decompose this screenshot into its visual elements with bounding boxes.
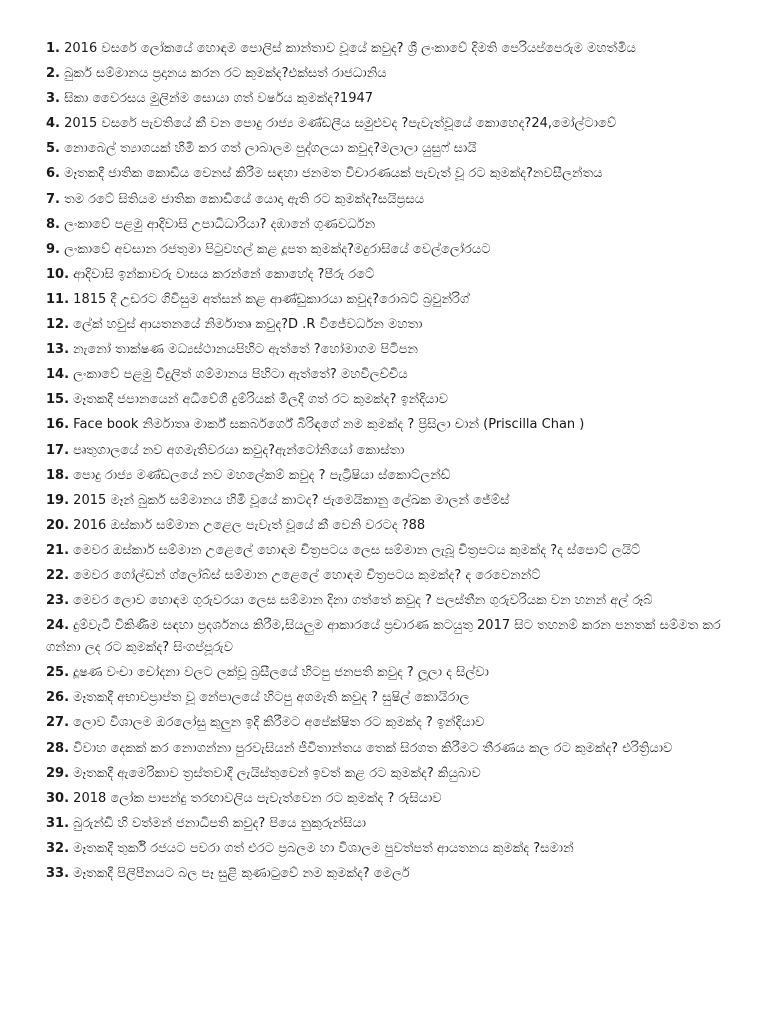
item-text: 2018 ලෝක පාපන්දු තරඟාවලිය පැවැත්වෙන රට කුමක්ද ? රුසියාව <box>73 790 442 806</box>
item-number: 31. <box>46 815 70 831</box>
item-text: පෘතුගාලයේ නව අගමැතිවරයා කවුද?ඇන්ටෝනියෝ කොස්තා <box>73 442 405 458</box>
item-number: 8. <box>46 216 60 232</box>
item-number: 7. <box>46 191 60 207</box>
list-item <box>46 189 728 211</box>
item-text: දුම්වැටි විකිණීම සඳහා ප්‍රදර්ශනය කිරීම,සියලුම ආකාරයේ ප්‍රචාරණ කටයුතු 2017 සිට තහනම් කරන පනතක් සම්මත කර ගන්නා ලද රට කුමක්ද? සිංගප්පූරුව <box>46 618 721 656</box>
list-item <box>46 763 728 785</box>
list-item <box>46 813 728 835</box>
question-answer-list <box>46 38 728 885</box>
list-item <box>46 63 728 85</box>
item-text: ආදිවාසි ඉන්කාවරු වාසය කරන්නේ කොහේද ?පීරු රටේ <box>73 266 375 282</box>
item-number: 28. <box>46 740 70 756</box>
list-item <box>46 662 728 684</box>
item-text: 1815 දී උඩරට ගිවිසුම අත්සන් කළ ආණ්ඩුකාරයා කවුද?රොබට් බ්‍රවුන්රිග් <box>73 291 470 307</box>
item-number: 3. <box>46 91 60 107</box>
list-item <box>46 838 728 860</box>
list-item <box>46 515 728 537</box>
item-text: සිකා වෛරසය මුලින්ම සොයා ගත් වර්ෂය කුමක්ද?1947 <box>64 91 374 107</box>
item-number: 11. <box>46 291 70 307</box>
item-text: 2015 මෑන් බුකර් සම්මානය හිමි වූයේ කාටද? ජැමෙයිකානු ලේඛක මාලන් ජේම්ස් <box>73 492 510 508</box>
list-item <box>46 289 728 311</box>
list-item <box>46 540 728 562</box>
item-text: මෙවර ගෝල්ඩන් ග්ලෝබ්ස් සම්මාන උළෙලේ හොඳම චිත්‍රපටය කුමක්ද? ද රෙවෙනන්ට් <box>73 567 541 583</box>
item-number: 9. <box>46 241 60 257</box>
item-number: 10. <box>46 266 70 282</box>
item-text: 2016 ඔස්කාර් සම්මාන උළෙල පැවැත් වූයේ කී වෙනි වරටද ?88 <box>73 517 426 533</box>
list-item <box>46 138 728 160</box>
item-number: 33. <box>46 866 70 881</box>
list-item <box>46 239 728 261</box>
item-number: 19. <box>46 492 70 508</box>
item-text: දූෂණ වංචා චෝදනා වලට ලක්වූ බ්‍රසීලයේ හිටපු ජනපති කවුද ? ලූලා ද සිල්වා <box>73 665 489 681</box>
list-item <box>46 490 728 512</box>
item-text: 2016 වසරේ ලෝකයේ හොඳම පොලිස් කාන්තාව වූයේ කවුද? ශ්‍රී ලංකාවේ දිමති පෙරියප්පෙරුම මහත්මිය <box>64 41 636 56</box>
item-number: 17. <box>46 442 70 458</box>
list-item <box>46 738 728 760</box>
item-text: මෑතකදී ජපානයෙන් අධිවේගී දුම්රියක් මිලදී ගත් රට කුමක්ද? ඉන්දියාව <box>73 392 448 408</box>
item-number: 23. <box>46 593 70 609</box>
item-text: ලංකාවේ පළමු ආදිවාසි උපාධිධාරියා? දඹානේ ගුණවර්ධන <box>64 216 376 232</box>
item-text: මෙවර ඔස්කාර් සම්මාන උළෙලේ හොඳම චිත්‍රපටය ලෙස සම්මාන ලැබූ චිත්‍රපටය කුමක්ද ?ද ස්පොට් ලයිට් <box>73 542 641 558</box>
item-text: විවාහ දෙකක් කර නොගන්නා පුරවැසියන් ජීවිතාන්තය තෙක් සිරගත කිරීමට තීරණය කල රට කුමක්ද? එරිත්‍රියාව <box>73 740 673 756</box>
item-text: මෑතකදී තුර්කි රජයට පවරා ගත් එරට ප්‍රබලම හා විශාලම පුවත්පත් ආයතනය කුමක්ද ?සමාන් <box>73 840 574 856</box>
item-text: නැනෝ තාක්ෂණ මධ්‍යස්ථානයපිහිට ඇත්තේ ?හෝමාගම පිටිපන <box>73 342 418 358</box>
item-text: මෑතකදී ජාතික කොඩිය වෙනස් කිරීම සඳහා ජනමත විචාරණයක් පැවැත් වූ රට කුමක්ද?නවසීලන්තය <box>64 166 603 182</box>
item-text: ලංකාවේ අවසාන රජතුමා පිටුවහල් කළ දූපත කුමක්ද?මදුරාසියේ වෙල්ලෝරයට <box>64 241 491 257</box>
item-number: 6. <box>46 166 60 182</box>
item-text: බුකර් සම්මානය ප්‍රදානය කරන රට කුමක්ද?එක්සත් රාජධානිය <box>64 66 387 82</box>
list-item <box>46 590 728 612</box>
item-text: මෑතකදී පිලිපීනයට බල පෑ සුළි කුණාටුවේ නම කුමක්ද? මෙලර් <box>73 866 410 881</box>
list-item <box>46 88 728 110</box>
item-number: 18. <box>46 467 70 483</box>
list-item <box>46 863 728 885</box>
item-number: 25. <box>46 665 70 681</box>
item-number: 29. <box>46 765 70 781</box>
list-item <box>46 565 728 587</box>
item-number: 22. <box>46 567 70 583</box>
item-number: 16. <box>46 417 70 433</box>
list-item <box>46 414 728 436</box>
list-item <box>46 364 728 386</box>
item-text: ලේක් හවුස් ආයතනයේ නිර්මාතෘ කවුද?D .R විජේවර්ධන මහතා <box>73 317 423 333</box>
item-text: මෙවර ලොව හොඳම ගුරුවරයා ලෙස සම්මාන දිනා ගත්තේ කවුද ? පලස්තීන ගුරුවරියක වන හනන් අල් රූබ් <box>73 593 653 609</box>
list-item <box>46 113 728 135</box>
list-item <box>46 214 728 236</box>
item-number: 5. <box>46 141 60 157</box>
item-number: 14. <box>46 367 70 383</box>
item-number: 27. <box>46 715 70 731</box>
item-text: මෑතකදී ඇමෙරිකාව ත්‍රස්තවාදී ලැයිස්තුවෙන් ඉවත් කළ රට කුමක්ද? කියුබාව <box>73 765 481 781</box>
list-item <box>46 615 728 659</box>
item-text: 2015 වසරේ පැවතියේ කී වන පොදු රාජ්‍ය මණ්ඩලීය සමුළුවද ?පැවැත්වූයේ කොහෙද?24,මෝල්ටාවේ <box>64 116 617 132</box>
item-number: 30. <box>46 790 70 806</box>
item-number: 12. <box>46 317 70 333</box>
item-text: ලංකාවේ පළමු විදුලිත් ගම්මානය පිහිටා ඇත්තේ? මහවිලච්චිය <box>73 367 408 383</box>
item-number: 13. <box>46 342 70 358</box>
item-number: 21. <box>46 542 70 558</box>
list-item <box>46 339 728 361</box>
list-item <box>46 264 728 286</box>
list-item <box>46 38 728 60</box>
item-text: නොබෙල් ත්‍යාගයක් හිමි කර ගත් ලාබාලම පුද්ගලයා කවුද?මලාලා යුසුෆ් සායි <box>64 141 477 157</box>
list-item <box>46 163 728 185</box>
item-text: පොදු රාජ්‍ය මණ්ඩලයේ නව මහලේකම් කවුද ? පැට්‍රිෂියා ස්කොට්ලන්ඩ් <box>73 467 451 483</box>
item-text: බුරුන්ඩි හි වත්මන් ජනාධිපති කවුද? පියෙ නුකුරුන්සියා <box>73 815 367 831</box>
list-item <box>46 687 728 709</box>
item-number: 32. <box>46 840 70 856</box>
item-number: 26. <box>46 690 70 706</box>
item-number: 15. <box>46 392 70 408</box>
item-number: 1. <box>46 41 60 56</box>
list-item <box>46 788 728 810</box>
list-item <box>46 389 728 411</box>
item-text: ලොව විශාලම ඔරලෝසු කුලුන ඉදි කිරීමට අපේක්ෂිත රට කුමක්ද ? ඉන්දියාව <box>73 715 485 731</box>
item-text: මෑතකදී අභාවප්‍රාප්ත වූ නේපාලයේ හිටපු අගමැති කවුද ? සුෂිල් කොයිරාල <box>73 690 470 706</box>
item-text: Face book නිර්මාතෘ මාර්ක් සකර්බර්ගේ බිරිඳගේ නම කුමක්ද ? ප්‍රිසිලා චාන් (Priscilla Chan ) <box>73 417 585 433</box>
item-number: 2. <box>46 66 60 82</box>
item-number: 24. <box>46 618 70 634</box>
list-item <box>46 712 728 734</box>
item-number: 4. <box>46 116 60 132</box>
item-text: තම රටේ සිතියම ජාතික කොඩියේ යොදා ඇති රට කුමක්ද?සයිප්‍රසය <box>64 191 425 207</box>
list-item <box>46 314 728 336</box>
list-item <box>46 440 728 462</box>
item-number: 20. <box>46 517 70 533</box>
list-item <box>46 465 728 487</box>
